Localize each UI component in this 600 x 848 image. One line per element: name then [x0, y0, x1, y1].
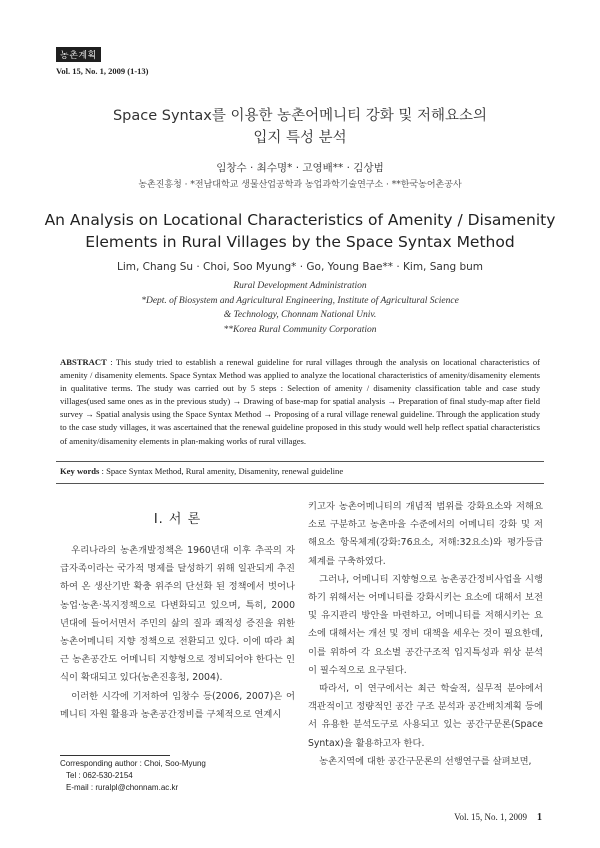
keywords-label: Key words [60, 466, 100, 476]
footnote-divider [60, 755, 170, 756]
english-title-line2: Elements in Rural Villages by the Space Syntax Method [85, 233, 515, 251]
korean-authors: 임창수 · 최수명* · 고영배** · 김상범 [216, 162, 384, 174]
right-paragraph-1: 키고자 농촌어메니티의 개념적 범위를 강화요소와 저해요소로 구분하고 농촌마을 수준에서의 어메니티 강화 및 저해요소 항목체계(강화:76요소, 저해:32요소)와 평가등급체계를 구축하였다. [308, 501, 543, 567]
abstract-label: ABSTRACT [60, 357, 107, 367]
footnote-tel: Tel : 062-530-2154 [66, 771, 133, 780]
left-column [60, 542, 295, 724]
section-heading-introduction: I. 서 론 [153, 512, 202, 527]
affiliation-line4: **Korea Rural Community Corporation [223, 325, 377, 335]
right-paragraph-4: 농촌지역에 대한 공간구문론의 선행연구를 살펴보면, [319, 755, 532, 767]
abstract [60, 356, 540, 448]
keywords-text: : Space Syntax Method, Rural amenity, Disamenity, renewal guideline [99, 466, 344, 476]
abstract-text: : This study tried to establish a renewal guideline for rural villages through the analysis on locational characteristics of amenity / disamenity elements. Space Syntax Method was applied to analyze the locational characteristics of amenity/disamenity elements in qualitative terms. The study was carried out by 5 steps : Selection of amenity / disamenity classification table and case study villages(used same ones as in the previous study) → Drawing of base-map for spatial analysis → Preparation of final study-map after field survey → Spatial analysis using the Space Syntax Method → Proposing of a rural village renewal guideline. Through the application study to the case study villages, it was ascertained that the renewal guideline proposed in this study would well help reflect spatial characteristics of amenity/disamenity elements in plan-making works of rural villages. [60, 357, 540, 446]
left-paragraph-1: 우리나라의 농촌개발정책은 1960년대 이후 추곡의 자급자족이라는 국가적 명제를 달성하기 위해 일관되게 추진하여 온 생산기반 확충 위주의 단선화 된 정책에서 벗어나 농업·농촌·복지정책으로 다변화되고 있으며, 특히, 2000년대에 들어서면서 주민의 삶의 질과 쾌적성 증진을 위한 농촌어메니티 지향 정책으로 전환되고 있다. 이에 따라 최근 농촌공간도 어메니티 지향형으로 정비되어야 한다는 인식이 확대되고 있다(농촌진흥청, 2004). [60, 545, 295, 684]
korean-title-line2: 입지 특성 분석 [253, 130, 347, 146]
english-title-line1: An Analysis on Locational Characteristics of Amenity / Disamenity [44, 211, 556, 229]
footnote-email: E-mail : ruralpl@chonnam.ac.kr [66, 783, 179, 792]
left-paragraph-2: 이러한 시각에 기저하여 임창수 등(2006, 2007)은 어메니티 자원 활용과 농촌공간정비를 구체적으로 연계시 [60, 690, 295, 720]
english-authors: Lim, Chang Su · Choi, Soo Myung* · Go, Young Bae** · Kim, Sang bum [116, 261, 484, 273]
keywords-divider [56, 461, 544, 462]
journal-badge: 농촌계획 [56, 47, 101, 62]
page-number: 1 [537, 812, 542, 823]
affiliation-line1: Rural Development Administration [233, 281, 367, 291]
affiliation-line3: & Technology, Chonnam National Univ. [223, 310, 377, 320]
body-divider [56, 483, 544, 484]
right-column [308, 498, 543, 771]
korean-title-line1: Space Syntax를 이용한 농촌어메니티 강화 및 저해요소의 [112, 108, 488, 124]
footer-issue: Vol. 15, No. 1, 2009 [454, 812, 527, 822]
right-paragraph-3: 따라서, 이 연구에서는 최근 학술적, 실무적 분야에서 객관적이고 정량적인 공간 구조 분석과 공간배치계획 등에서 유용한 분석도구로 사용되고 있는 공간구문론(Space Syntax)을 활용하고자 한다. [308, 683, 543, 749]
journal-volume: Vol. 15, No. 1, 2009 (1-13) [56, 66, 149, 76]
affiliation-line2: *Dept. of Biosystem and Agricultural Engineering, Institute of Agricultural Science [141, 296, 459, 306]
keywords [60, 466, 343, 476]
footnote-author: Corresponding author : Choi, Soo-Myung [60, 759, 206, 768]
page-footer [454, 812, 542, 823]
korean-affiliations: 농촌진흥청 · *전남대학교 생물산업공학과 농업과학기술연구소 · **한국농어촌공사 [138, 180, 462, 190]
right-paragraph-2: 그러나, 어메니티 지향형으로 농촌공간정비사업을 시행하기 위해서는 어메니티를 강화시키는 요소에 대해서 보전 및 유지관리 방안을 마련하고, 어메니티를 저해시키는 요소에 대해서는 개선 및 정비 대책을 세우는 것이 필요한데, 이를 위하여 각 요소별 공간구조적 입지특성과 위상 분석이 필수적으로 요구된다. [308, 573, 543, 676]
